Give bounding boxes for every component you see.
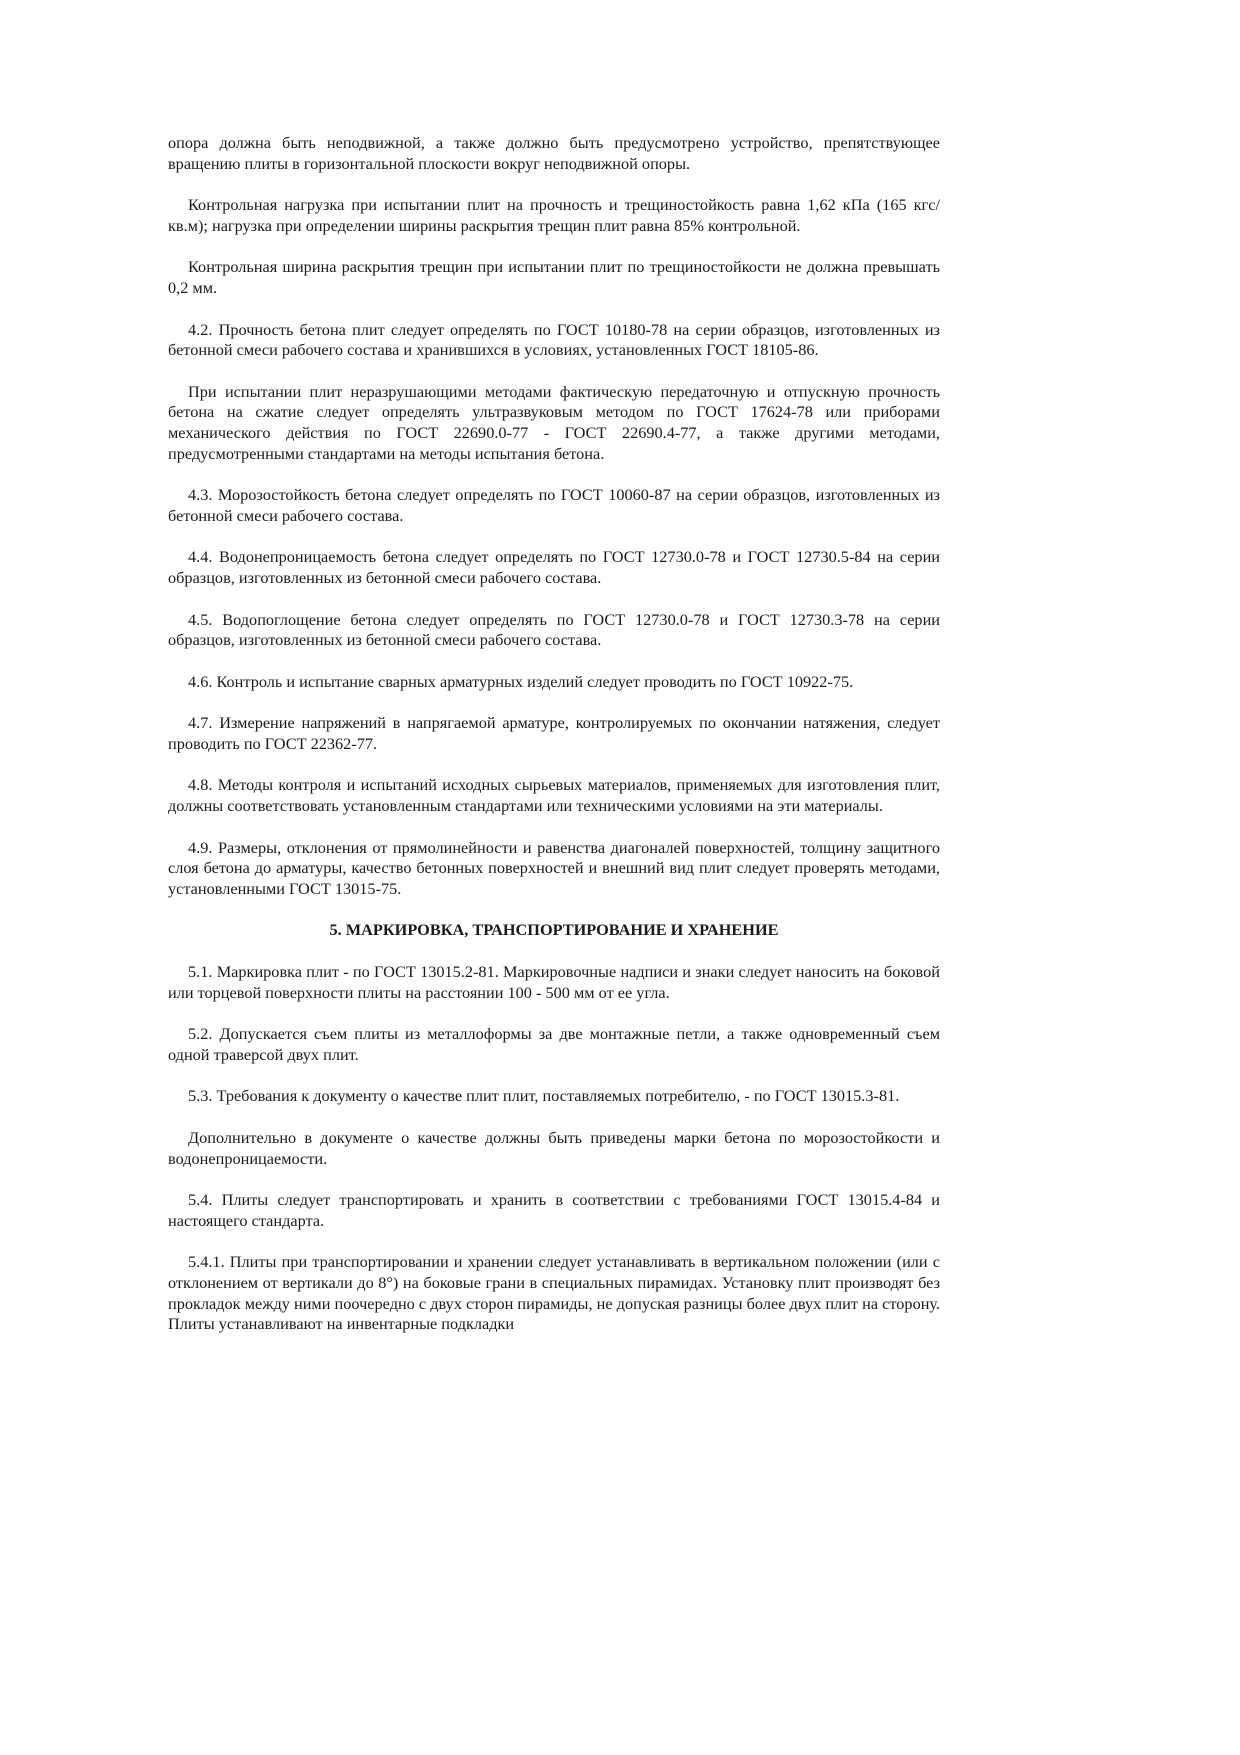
- paragraph-quality-document: Дополнительно в документе о качестве должны быть приведены марки бетона по морозостойкости и водонепроницаемости.: [168, 1128, 940, 1168]
- paragraph-control-load: Контрольная нагрузка при испытании плит на прочность и трещиностойкость равна 1,62 кПа (165 кгс/кв.м); нагрузка при определении ширины раскрытия трещин плит равна 85% контрольной.: [168, 195, 940, 235]
- paragraph-crack-width: Контрольная ширина раскрытия трещин при испытании плит по трещиностойкости не должна превышать 0,2 мм.: [168, 257, 940, 297]
- paragraph-5-3: 5.3. Требования к документу о качестве плит плит, поставляемых потребителю, - по ГОСТ 13015.3-81.: [188, 1086, 900, 1106]
- paragraph-5-4: 5.4. Плиты следует транспортировать и хранить в соответствии с требованиями ГОСТ 13015.4-84 и настоящего стандарта.: [168, 1190, 940, 1230]
- paragraph-4-4: 4.4. Водонепроницаемость бетона следует определять по ГОСТ 12730.0-78 и ГОСТ 12730.5-84 на серии образцов, изготовленных из бетонной смеси рабочего состава.: [168, 547, 940, 587]
- paragraph-4-8: 4.8. Методы контроля и испытаний исходных сырьевых материалов, применяемых для изготовления плит, должны соответствовать установленным стандартами или техническими условиями на эти материалы.: [168, 775, 940, 816]
- paragraph-nondestructive-testing: При испытании плит неразрушающими методами фактическую передаточную и отпускную прочность бетона на сжатие следует определять ультразвуковым методом по ГОСТ 17624-78 или приборами механического действия по ГОСТ 22690.0-77 - ГОСТ 22690.4-77, а также другими методами, предусмотренными стандартами на методы испытания бетона.: [168, 381, 940, 463]
- paragraph-4-7: 4.7. Измерение напряжений в напрягаемой арматуре, контролируемых по окончании натяжения, следует проводить по ГОСТ 22362-77.: [168, 713, 940, 753]
- section-heading: 5. МАРКИРОВКА, ТРАНСПОРТИРОВАНИЕ И ХРАНЕНИЕ: [329, 920, 779, 940]
- paragraph-5-2: 5.2. Допускается съем плиты из металлоформы за две монтажные петли, а также одновременный съем одной траверсой двух плит.: [168, 1024, 940, 1064]
- paragraph-4-3: 4.3. Морозостойкость бетона следует определять по ГОСТ 10060-87 на серии образцов, изготовленных из бетонной смеси рабочего состава.: [168, 485, 940, 525]
- paragraph-4-5: 4.5. Водопоглощение бетона следует определять по ГОСТ 12730.0-78 и ГОСТ 12730.3-78 на серии образцов, изготовленных из бетонной смеси рабочего состава.: [168, 609, 940, 650]
- paragraph-5-4-1: 5.4.1. Плиты при транспортировании и хранении следует устанавливать в вертикальном положении (или с отклонением от вертикали до 8°) на боковые грани в специальных пирамидах. Установку плит производят без прокладок между ними поочередно с двух сторон пирамиды, не допуская разницы более двух плит на сторону. Плиты устанавливают на инвентарные подкладки: [168, 1252, 940, 1334]
- paragraph-5-1: 5.1. Маркировка плит - по ГОСТ 13015.2-81. Маркировочные надписи и знаки следует наносить на боковой или торцевой поверхности плиты на расстоянии 100 - 500 мм от ее угла.: [168, 962, 940, 1002]
- paragraph-4-2: 4.2. Прочность бетона плит следует определять по ГОСТ 10180-78 на серии образцов, изготовленных из бетонной смеси рабочего состава и хранившихся в условиях, установленных ГОСТ 18105-86.: [168, 319, 940, 360]
- paragraph-4-6: 4.6. Контроль и испытание сварных арматурных изделий следует проводить по ГОСТ 10922-75.: [188, 671, 854, 691]
- paragraph-continuation: опора должна быть неподвижной, а также должно быть предусмотрено устройство, препятствующее вращению плиты в горизонтальной плоскости вокруг неподвижной опоры.: [168, 133, 940, 173]
- paragraph-4-9: 4.9. Размеры, отклонения от прямолинейности и равенства диагоналей поверхностей, толщину защитного слоя бетона до арматуры, качество бетонных поверхностей и внешний вид плит следует проверять методами, установленными ГОСТ 13015-75.: [168, 837, 940, 898]
- document-page: [168, 133, 940, 1335]
